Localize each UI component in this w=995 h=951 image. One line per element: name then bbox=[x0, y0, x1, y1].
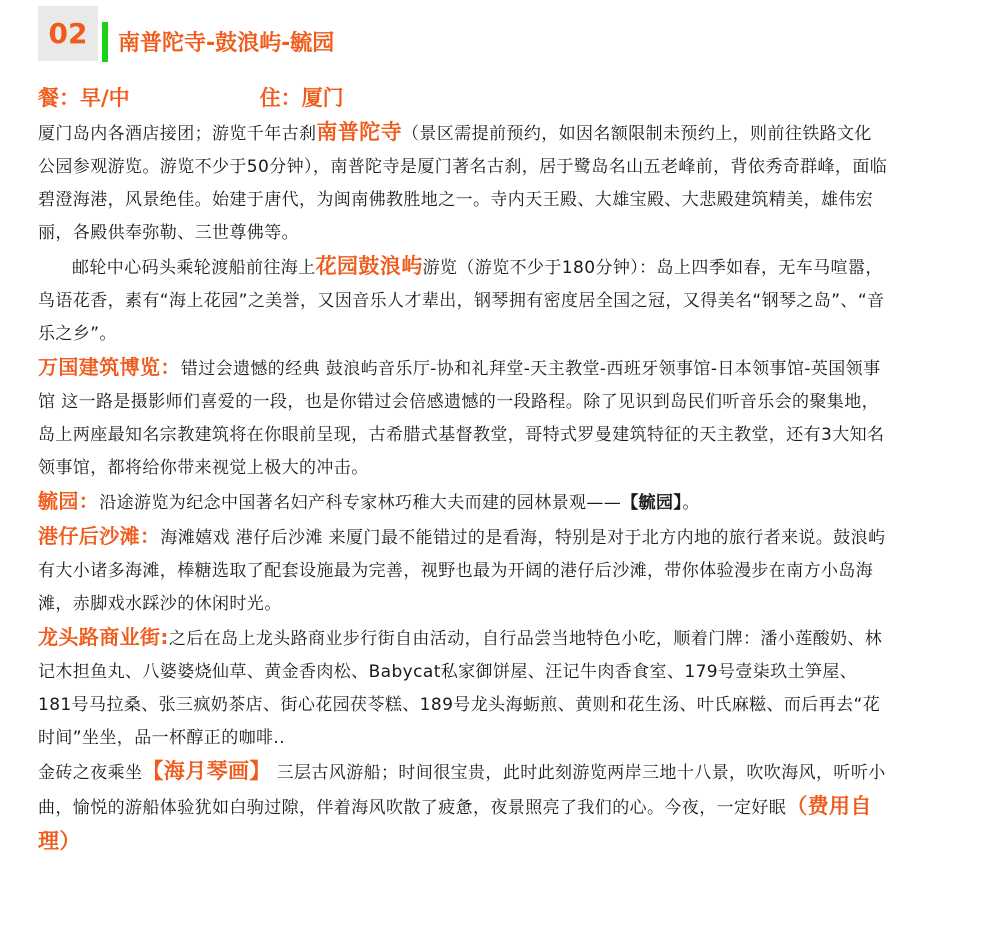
meals-stay-row bbox=[38, 82, 344, 112]
text: 之后在岛上龙头路商业步行街自由活动，自行品尝当地特色小吃，顺着门牌：潘小莲酸奶、林记木担鱼丸、八婆婆烧仙草、黄金香肉松、Babycat私家御饼屋、汪记牛肉香食室、179号壹柒玖土笋屋、181号马拉桑、张三疯奶茶店、街心花园茯苓糕、189号龙头海蛎煎、黄则和花生汤、叶氏麻糍、而后再去“花时间”坐坐，品一杯醇正的咖啡.. bbox=[38, 629, 883, 748]
itinerary-content bbox=[38, 116, 888, 860]
text: 金砖之夜乘坐 bbox=[38, 763, 143, 783]
day-number: 02 bbox=[48, 17, 88, 50]
paragraph-longtou-road bbox=[38, 621, 888, 755]
day-number-badge bbox=[38, 6, 98, 61]
label-architecture: 万国建筑博览： bbox=[38, 355, 181, 379]
text: 邮轮中心码头乘轮渡船前往海上 bbox=[72, 258, 316, 278]
meals-info: 餐：早/中 bbox=[38, 86, 130, 110]
title-accent-bar bbox=[102, 22, 108, 62]
paragraph-nanputuo bbox=[38, 116, 888, 250]
text: 错过会遗憾的经典 鼓浪屿音乐厅-协和礼拜堂-天主教堂-西班牙领事馆-日本领事馆-英国领事馆 这一路是摄影师们喜爱的一段，也是你错过会倍感遗憾的一段路程。除了见识到岛民们听音乐会的聚集地，岛上两座最知名宗教建筑将在你眼前呈现，古希腊式基督教堂，哥特式罗曼建筑特征的天主教堂，还有3大知名领事馆，都将给你带来视觉上极大的冲击。 bbox=[38, 359, 885, 478]
paragraph-gulangyu bbox=[38, 250, 888, 351]
fee-note: （费用自理） bbox=[38, 794, 872, 853]
highlight-gulangyu: 花园鼓浪屿 bbox=[315, 254, 423, 278]
text: 沿途游览为纪念中国著名妇产科专家林巧稚大夫而建的园林景观—— bbox=[99, 493, 622, 513]
text: 厦门岛内各酒店接团；游览千年古刹 bbox=[38, 124, 317, 144]
highlight-nanputuo: 南普陀寺 bbox=[316, 120, 403, 144]
text: 三层古风游船；时间很宝贵，此时此刻游览两岸三地十八景，吹吹海风，听听小曲，愉悦的游船体验犹如白驹过隙，伴着海风吹散了疲惫，夜景照亮了我们的心。今夜，一定好眠 bbox=[38, 763, 886, 818]
text: （景区需提前预约，如因名额限制未预约上，则前往铁路文化公园参观游览。游览不少于50分钟），南普陀寺是厦门著名古刹，居于鹭岛名山五老峰前，背依秀奇群峰，面临碧澄海港，风景绝佳。始建于唐代，为闽南佛教胜地之一。寺内天王殿、大雄宝殿、大悲殿建筑精美，雄伟宏丽，各殿供奉弥勒、三世尊佛等。 bbox=[38, 124, 888, 243]
day-title: 南普陀寺-鼓浪屿-毓园 bbox=[118, 31, 335, 56]
paragraph-beach bbox=[38, 520, 888, 621]
text: 海滩嬉戏 港仔后沙滩 来厦门最不能错过的是看海，特别是对于北方内地的旅行者来说。鼓浪屿有大小诸多海滩，棒糖选取了配套设施最为完善，视野也最为开阔的港仔后沙滩，带你体验漫步在南方小岛海滩，赤脚戏水踩沙的休闲时光。 bbox=[38, 528, 886, 614]
label-beach: 港仔后沙滩： bbox=[38, 524, 161, 548]
highlight-boat: 【海月琴画】 bbox=[142, 759, 271, 783]
paragraph-yuyuan bbox=[38, 485, 888, 520]
bold-yuyuan: 【毓园】 bbox=[621, 493, 683, 513]
label-longtou-road: 龙头路商业街: bbox=[38, 625, 169, 649]
paragraph-architecture bbox=[38, 351, 888, 485]
paragraph-boat bbox=[38, 755, 888, 860]
text: 。 bbox=[682, 493, 700, 513]
text: 游览（游览不少于180分钟）：岛上四季如春，无车马喧嚣，鸟语花香，素有“海上花园”之美誉，又因音乐人才辈出，钢琴拥有密度居全国之冠，又得美名“钢琴之岛”、“音乐之乡”。 bbox=[38, 258, 885, 344]
stay-info: 住：厦门 bbox=[259, 86, 344, 110]
label-yuyuan: 毓园： bbox=[38, 489, 100, 513]
